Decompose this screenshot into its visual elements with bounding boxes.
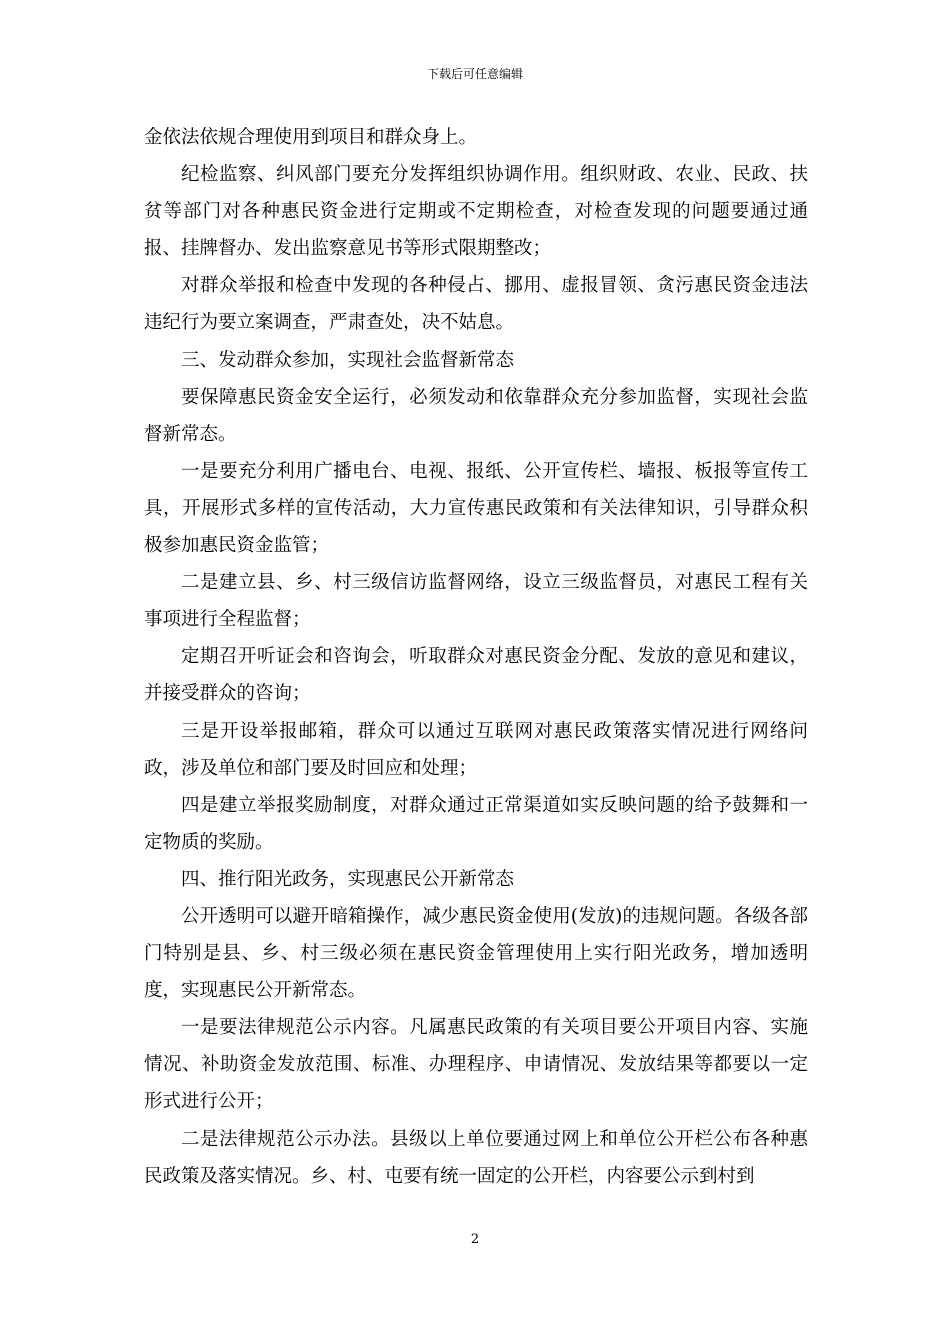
paragraph: 三是开设举报邮箱，群众可以通过互联网对惠民政策落实情况进行网络问政，涉及单位和部门要及时回应和处理； <box>144 720 808 779</box>
page-header: 下载后可任意编辑 <box>426 67 523 81</box>
document-body <box>144 119 808 1195</box>
paragraph: 公开透明可以避开暗箱操作，减少惠民资金使用(发放)的违规问题。各级各部门特别是县、乡、村三级必须在惠民资金管理使用上实行阳光政务，增加透明度，实现惠民公开新常态。 <box>144 905 808 1002</box>
paragraph: 纪检监察、纠风部门要充分发挥组织协调作用。组织财政、农业、民政、扶贫等部门对各种惠民资金进行定期或不定期检查，对检查发现的问题要通过通报、挂牌督办、发出监察意见书等形式限期整改； <box>144 164 808 260</box>
paragraph: 要保障惠民资金安全运行，必须发动和依靠群众充分参加监督，实现社会监督新常态。 <box>144 386 808 445</box>
paragraph-continued: 金依法依规合理使用到项目和群众身上。 <box>144 127 478 148</box>
page-number: 2 <box>470 1232 480 1247</box>
paragraph: 一是要充分利用广播电台、电视、报纸、公开宣传栏、墙报、板报等宣传工具，开展形式多样的宣传活动，大力宣传惠民政策和有关法律知识，引导群众积极参加惠民资金监管； <box>144 460 808 557</box>
section-heading: 四、推行阳光政务，实现惠民公开新常态 <box>181 868 515 890</box>
paragraph: 定期召开听证会和咨询会，听取群众对惠民资金分配、发放的意见和建议，并接受群众的咨询； <box>144 646 808 705</box>
paragraph: 一是要法律规范公示内容。凡属惠民政策的有关项目要公开项目内容、实施情况、补助资金发放范围、标准、办理程序、申请情况、发放结果等都要以一定形式进行公开； <box>144 1017 808 1113</box>
paragraph: 四是建立举报奖励制度，对群众通过正常渠道如实反映问题的给予鼓舞和一定物质的奖励。 <box>144 794 808 853</box>
paragraph: 二是法律规范公示办法。县级以上单位要通过网上和单位公开栏公布各种惠民政策及落实情况。乡、村、屯要有统一固定的公开栏，内容要公示到村到 <box>144 1128 808 1187</box>
paragraph: 对群众举报和检查中发现的各种侵占、挪用、虚报冒领、贪污惠民资金违法违纪行为要立案调查，严肃查处，决不姑息。 <box>144 275 808 334</box>
section-heading: 三、发动群众参加，实现社会监督新常态 <box>181 349 515 371</box>
paragraph: 二是建立县、乡、村三级信访监督网络，设立三级监督员，对惠民工程有关事项进行全程监督； <box>144 572 808 631</box>
